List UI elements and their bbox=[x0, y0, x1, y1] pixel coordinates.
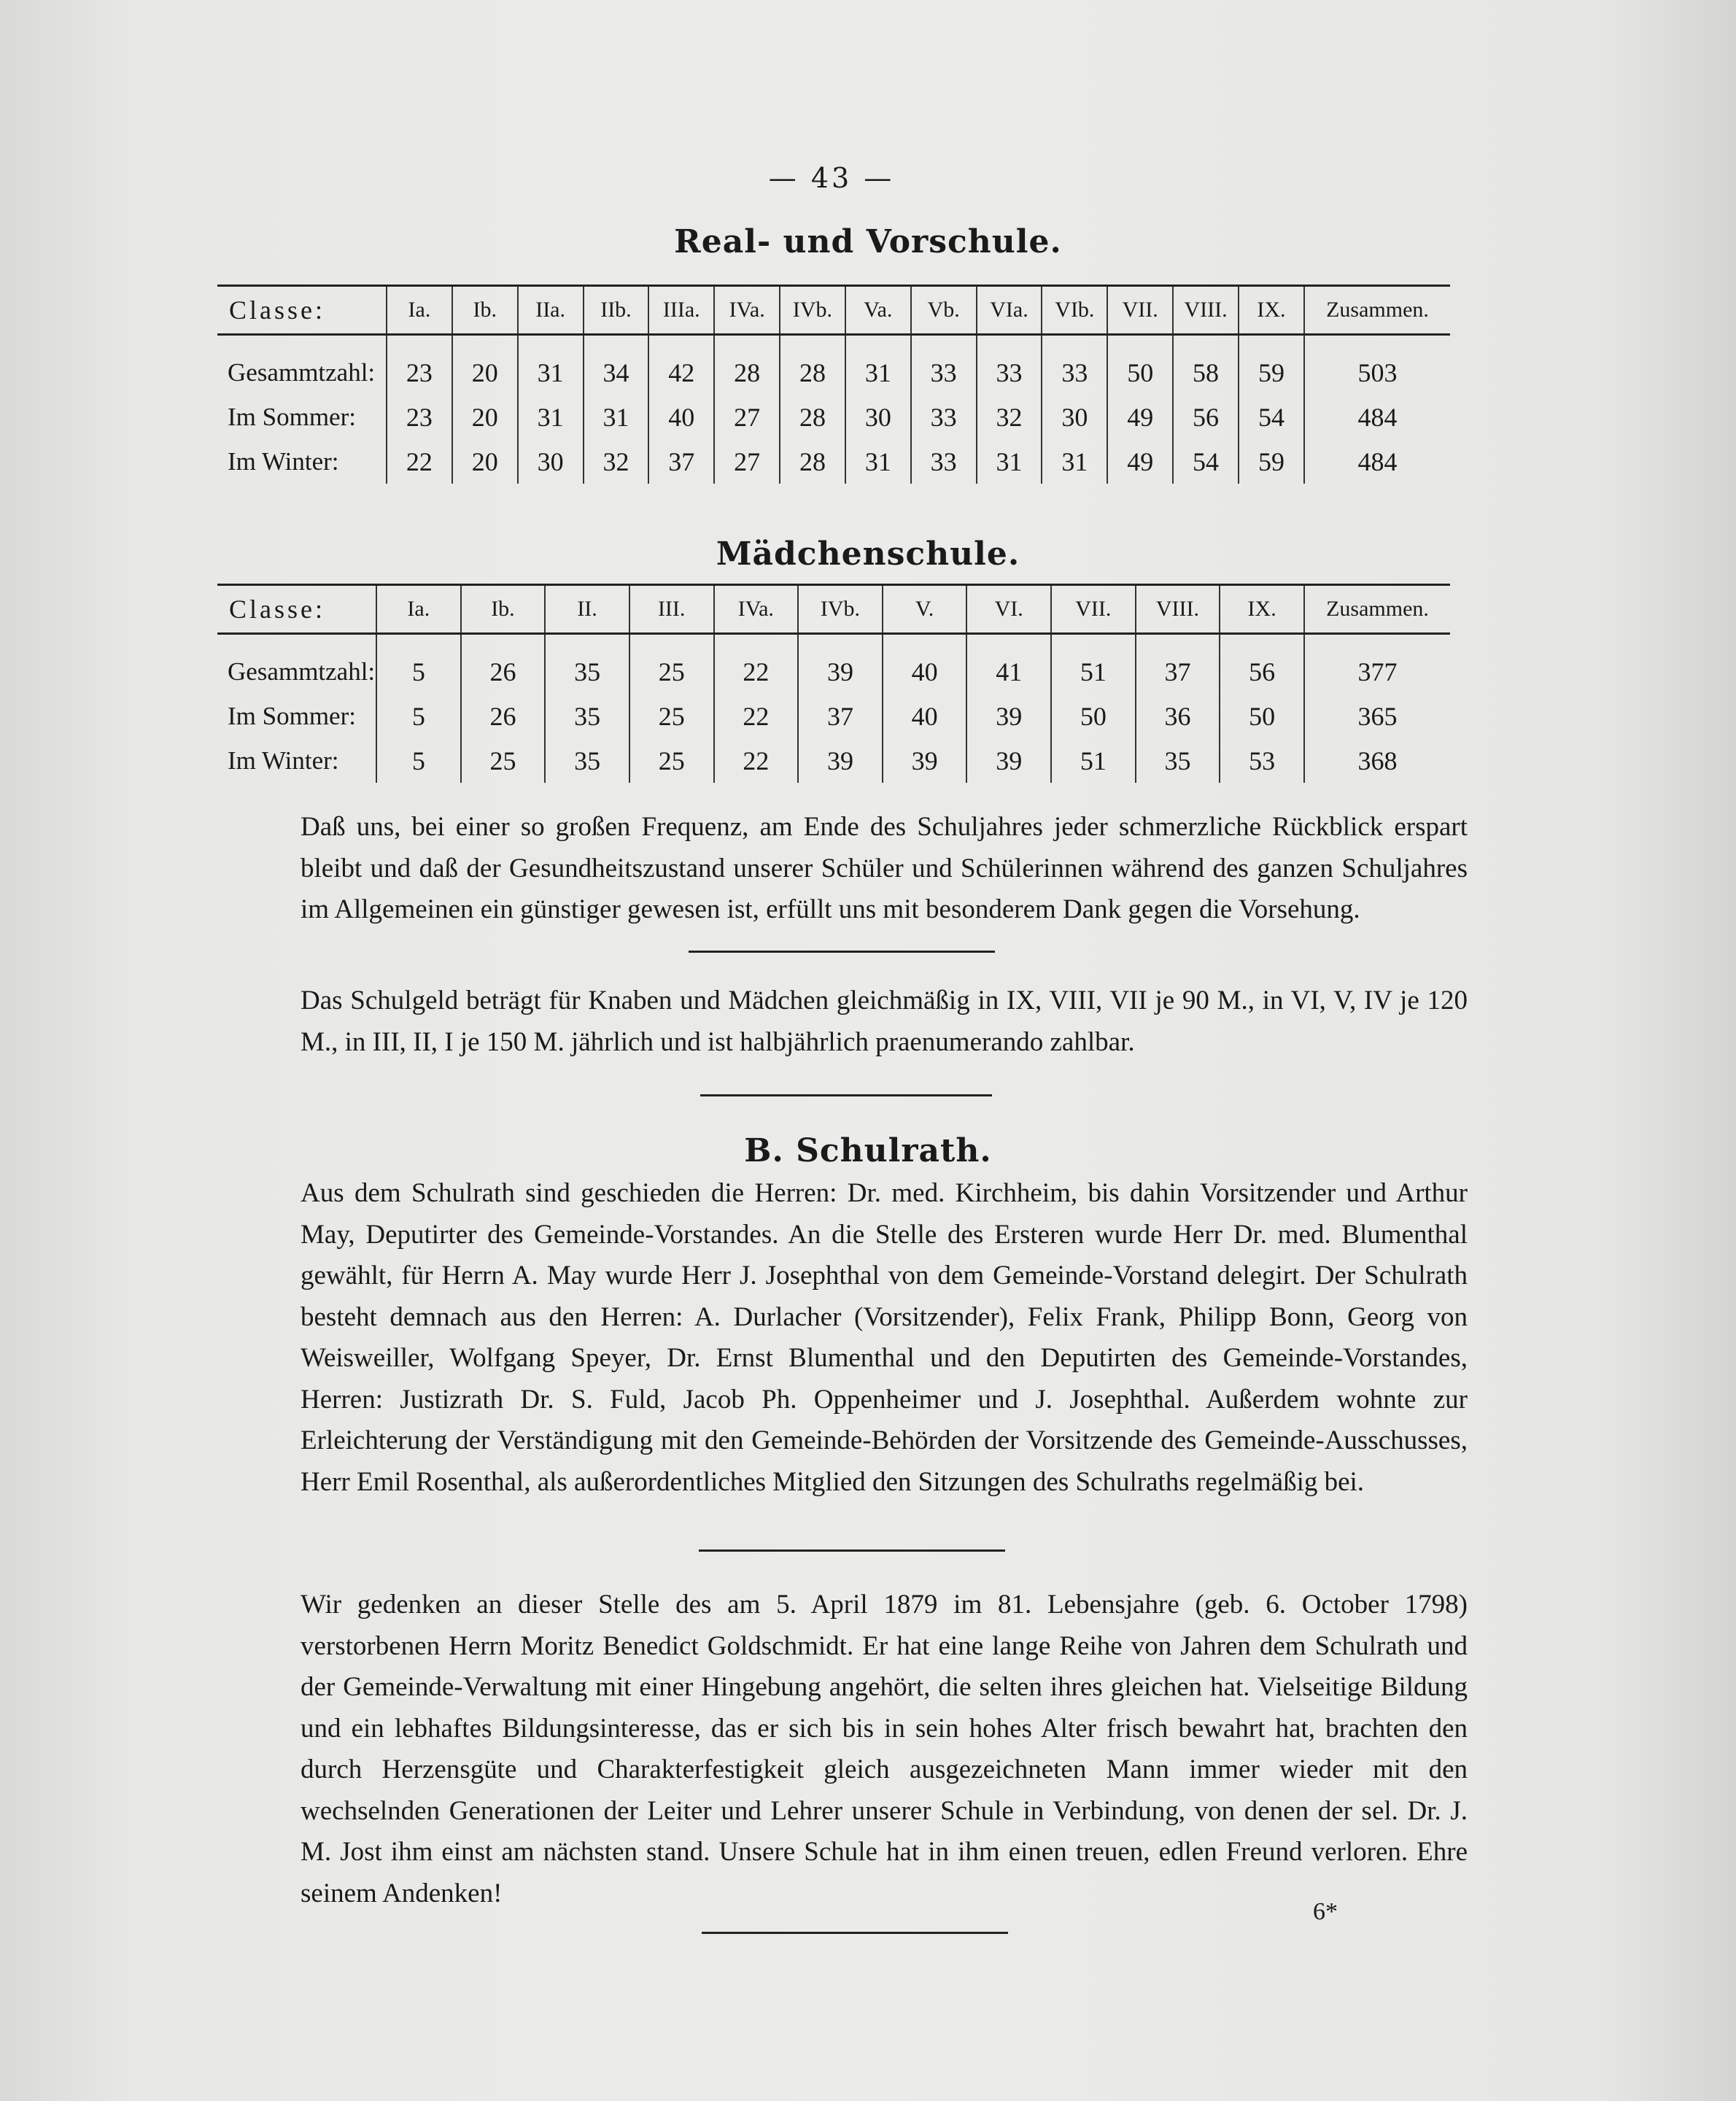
column-header: IIIa. bbox=[648, 286, 714, 335]
table-cell: 58 bbox=[1173, 335, 1239, 395]
table-cell: 35 bbox=[545, 738, 629, 783]
row-label: Im Winter: bbox=[228, 746, 339, 775]
column-header: Va. bbox=[845, 286, 911, 335]
table-row bbox=[217, 634, 1450, 694]
column-header: VI. bbox=[966, 585, 1051, 634]
table-cell: 26 bbox=[461, 634, 546, 694]
column-header: II. bbox=[545, 585, 629, 634]
row-label: Im Sommer: bbox=[228, 701, 356, 730]
table-cell: 34 bbox=[584, 335, 649, 395]
table-cell: 42 bbox=[648, 335, 714, 395]
separator-rule bbox=[702, 1932, 1008, 1934]
column-header: Zusammen. bbox=[1304, 585, 1450, 634]
page-number: — 43 — bbox=[768, 162, 895, 194]
row-label: Gesammtzahl: bbox=[228, 657, 376, 686]
table-cell: 35 bbox=[545, 634, 629, 694]
table-header-row bbox=[217, 286, 1450, 335]
table-cell: 28 bbox=[714, 335, 780, 395]
table-cell: 54 bbox=[1239, 395, 1304, 439]
real-school-table bbox=[217, 285, 1450, 484]
table-cell: 59 bbox=[1239, 335, 1304, 395]
table-cell: 51 bbox=[1051, 738, 1136, 783]
column-header: VII. bbox=[1107, 286, 1173, 335]
column-header-class: Classe: bbox=[217, 286, 387, 335]
table-cell: 5 bbox=[376, 634, 461, 694]
table-cell: 30 bbox=[1042, 395, 1107, 439]
table-cell: 20 bbox=[452, 439, 518, 484]
table-cell: 22 bbox=[714, 694, 799, 738]
column-header: Ia. bbox=[387, 286, 452, 335]
column-header: IIb. bbox=[584, 286, 649, 335]
table-cell: 484 bbox=[1304, 439, 1450, 484]
table-cell: 39 bbox=[883, 738, 967, 783]
column-header: Ib. bbox=[452, 286, 518, 335]
column-header: VIII. bbox=[1136, 585, 1220, 634]
tuition-text: Das Schulgeld beträgt für Knaben und Mädchen gleichmäßig in IX, VIII, VII je 90 M., in VI, V, IV je 120 M., in III, II, I je 150 M. jährlich und ist halbjährlich praenumerando zahlbar. bbox=[301, 986, 1468, 1057]
table-cell: 37 bbox=[648, 439, 714, 484]
table-cell: 32 bbox=[584, 439, 649, 484]
memorial-text: Wir gedenken an dieser Stelle des am 5. April 1879 im 81. Lebensjahre (geb. 6. October 1798) verstorbenen Herrn Moritz Benedict Goldschmidt. Er hat eine lange Reihe von Jahren dem Schulrath und der Gemeinde-Verwaltung mit einer Hingebung angehört, die selten ihres gleichen hat. Vielseitige Bildung und ein lebhaftes Bildungsinteresse, das er sich bis in sein hohes Alter frisch bewahrt hat, brachten den durch Herzensgüte und Charakterfestigkeit gleich ausgezeichneten Mann immer wieder mit den wechselnden Generationen der Leiter und Lehrer unserer Schule in Verbindung, von denen der sel. Dr. J. M. Jost ihm einst am nächsten stand. Unsere Schule hat in ihm einen treuen, edlen Freund verloren. Ehre seinem Andenken! bbox=[301, 1590, 1468, 1908]
table-cell: 56 bbox=[1220, 634, 1304, 694]
table-cell: 59 bbox=[1239, 439, 1304, 484]
table-cell: 32 bbox=[977, 395, 1042, 439]
column-header: VIII. bbox=[1173, 286, 1239, 335]
girls-school-table bbox=[217, 584, 1450, 783]
table-cell: 39 bbox=[798, 738, 883, 783]
table-cell: 54 bbox=[1173, 439, 1239, 484]
table-cell: 22 bbox=[387, 439, 452, 484]
table-row bbox=[217, 439, 1450, 484]
table-cell: 22 bbox=[714, 634, 799, 694]
table-cell: 39 bbox=[966, 738, 1051, 783]
column-header: Vb. bbox=[911, 286, 977, 335]
column-header: IX. bbox=[1239, 286, 1304, 335]
table-cell: 50 bbox=[1220, 694, 1304, 738]
table-cell: 31 bbox=[584, 395, 649, 439]
table-cell: 31 bbox=[518, 335, 584, 395]
table-cell: 377 bbox=[1304, 634, 1450, 694]
table-cell: 37 bbox=[1136, 634, 1220, 694]
table-cell: 27 bbox=[714, 395, 780, 439]
table-cell: 40 bbox=[648, 395, 714, 439]
column-header: Zusammen. bbox=[1304, 286, 1450, 335]
table-cell: 36 bbox=[1136, 694, 1220, 738]
table-cell: 35 bbox=[1136, 738, 1220, 783]
table-cell: 33 bbox=[977, 335, 1042, 395]
table-cell: 28 bbox=[780, 395, 845, 439]
column-header: IVa. bbox=[714, 585, 799, 634]
tuition-paragraph bbox=[301, 980, 1468, 1063]
column-header: Ib. bbox=[461, 585, 546, 634]
row-label: Im Sommer: bbox=[228, 402, 356, 431]
column-header: IVb. bbox=[798, 585, 883, 634]
table-cell: 31 bbox=[845, 335, 911, 395]
table-cell: 365 bbox=[1304, 694, 1450, 738]
table-cell: 368 bbox=[1304, 738, 1450, 783]
table-cell: 35 bbox=[545, 694, 629, 738]
table-cell: 50 bbox=[1051, 694, 1136, 738]
column-header: III. bbox=[629, 585, 714, 634]
column-header-class: Classe: bbox=[217, 585, 376, 634]
separator-rule bbox=[700, 1094, 992, 1096]
table-cell: 22 bbox=[714, 738, 799, 783]
separator-rule bbox=[689, 951, 995, 953]
table-cell: 31 bbox=[518, 395, 584, 439]
table-cell: 5 bbox=[376, 738, 461, 783]
table-row bbox=[217, 395, 1450, 439]
table-cell: 31 bbox=[845, 439, 911, 484]
table-cell: 33 bbox=[911, 395, 977, 439]
table-row bbox=[217, 694, 1450, 738]
table-cell: 39 bbox=[966, 694, 1051, 738]
table-cell: 30 bbox=[518, 439, 584, 484]
column-header: VIa. bbox=[977, 286, 1042, 335]
table-cell: 25 bbox=[629, 694, 714, 738]
table-cell: 23 bbox=[387, 395, 452, 439]
table-cell: 30 bbox=[845, 395, 911, 439]
row-label: Im Winter: bbox=[228, 446, 339, 476]
table-cell: 33 bbox=[1042, 335, 1107, 395]
table-cell: 51 bbox=[1051, 634, 1136, 694]
real-school-heading: Real- und Vorschule. bbox=[674, 223, 1062, 260]
table-cell: 28 bbox=[780, 335, 845, 395]
frequency-text: Daß uns, bei einer so großen Frequenz, am Ende des Schuljahres jeder schmerzliche Rückblick erspart bleibt und daß der Gesundheitszustand unserer Schüler und Schülerinnen während des ganzen Schuljahres im Allgemeinen ein günstiger gewesen ist, erfüllt uns mit besonderem Dank gegen die Vorsehung. bbox=[301, 812, 1468, 924]
table-cell: 20 bbox=[452, 335, 518, 395]
column-header: V. bbox=[883, 585, 967, 634]
separator-rule bbox=[699, 1549, 1005, 1552]
table-cell: 25 bbox=[461, 738, 546, 783]
column-header: IVb. bbox=[780, 286, 845, 335]
table-cell: 33 bbox=[911, 335, 977, 395]
table-cell: 31 bbox=[977, 439, 1042, 484]
column-header: IVa. bbox=[714, 286, 780, 335]
table-row bbox=[217, 738, 1450, 783]
table-cell: 53 bbox=[1220, 738, 1304, 783]
table-cell: 40 bbox=[883, 634, 967, 694]
table-cell: 40 bbox=[883, 694, 967, 738]
table-cell: 23 bbox=[387, 335, 452, 395]
table-cell: 56 bbox=[1173, 395, 1239, 439]
table-cell: 25 bbox=[629, 738, 714, 783]
table-row bbox=[217, 335, 1450, 395]
column-header: VII. bbox=[1051, 585, 1136, 634]
table-header-row bbox=[217, 585, 1450, 634]
table-cell: 41 bbox=[966, 634, 1051, 694]
table-cell: 5 bbox=[376, 694, 461, 738]
column-header: IIa. bbox=[518, 286, 584, 335]
table-cell: 50 bbox=[1107, 335, 1173, 395]
school-council-paragraph bbox=[301, 1173, 1468, 1503]
table-cell: 27 bbox=[714, 439, 780, 484]
school-council-text: Aus dem Schulrath sind geschieden die Herren: Dr. med. Kirchheim, bis dahin Vorsitzender und Arthur May, Deputirter des Gemeinde-Vorstandes. An die Stelle des Ersteren wurde Herr Dr. med. Blumenthal gewählt, für Herrn A. May wurde Herr J. Josephthal von dem Gemeinde-Vorstand delegirt. Der Schulrath besteht demnach aus den Herren: A. Durlacher (Vorsitzender), Felix Frank, Philipp Bonn, Georg von Weisweiller, Wolfgang Speyer, Dr. Ernst Blumenthal und den Deputirten des Gemeinde-Vorstandes, Herren: Justizrath Dr. S. Fuld, Jacob Ph. Oppenheimer und J. Josephthal. Außerdem wohnte zur Erleichterung der Verständigung mit den Gemeinde-Behörden der Vorsitzende des Gemeinde-Ausschusses, Herr Emil Rosenthal, als außerordentliches Mitglied den Sitzungen des Schulraths regelmäßig bei. bbox=[301, 1178, 1468, 1497]
signature-mark: 6* bbox=[1313, 1898, 1338, 1925]
school-council-heading: B. Schulrath. bbox=[744, 1132, 992, 1169]
row-label: Gesammtzahl: bbox=[228, 357, 376, 387]
table-cell: 25 bbox=[629, 634, 714, 694]
table-cell: 37 bbox=[798, 694, 883, 738]
table-cell: 31 bbox=[1042, 439, 1107, 484]
table-cell: 39 bbox=[798, 634, 883, 694]
table-cell: 503 bbox=[1304, 335, 1450, 395]
girls-school-heading: Mädchenschule. bbox=[716, 535, 1020, 573]
column-header: Ia. bbox=[376, 585, 461, 634]
table-cell: 49 bbox=[1107, 439, 1173, 484]
table-cell: 484 bbox=[1304, 395, 1450, 439]
table-cell: 20 bbox=[452, 395, 518, 439]
column-header: VIb. bbox=[1042, 286, 1107, 335]
table-cell: 26 bbox=[461, 694, 546, 738]
frequency-paragraph bbox=[301, 807, 1468, 931]
table-cell: 49 bbox=[1107, 395, 1173, 439]
memorial-paragraph bbox=[301, 1585, 1468, 1914]
column-header: IX. bbox=[1220, 585, 1304, 634]
table-cell: 28 bbox=[780, 439, 845, 484]
table-cell: 33 bbox=[911, 439, 977, 484]
